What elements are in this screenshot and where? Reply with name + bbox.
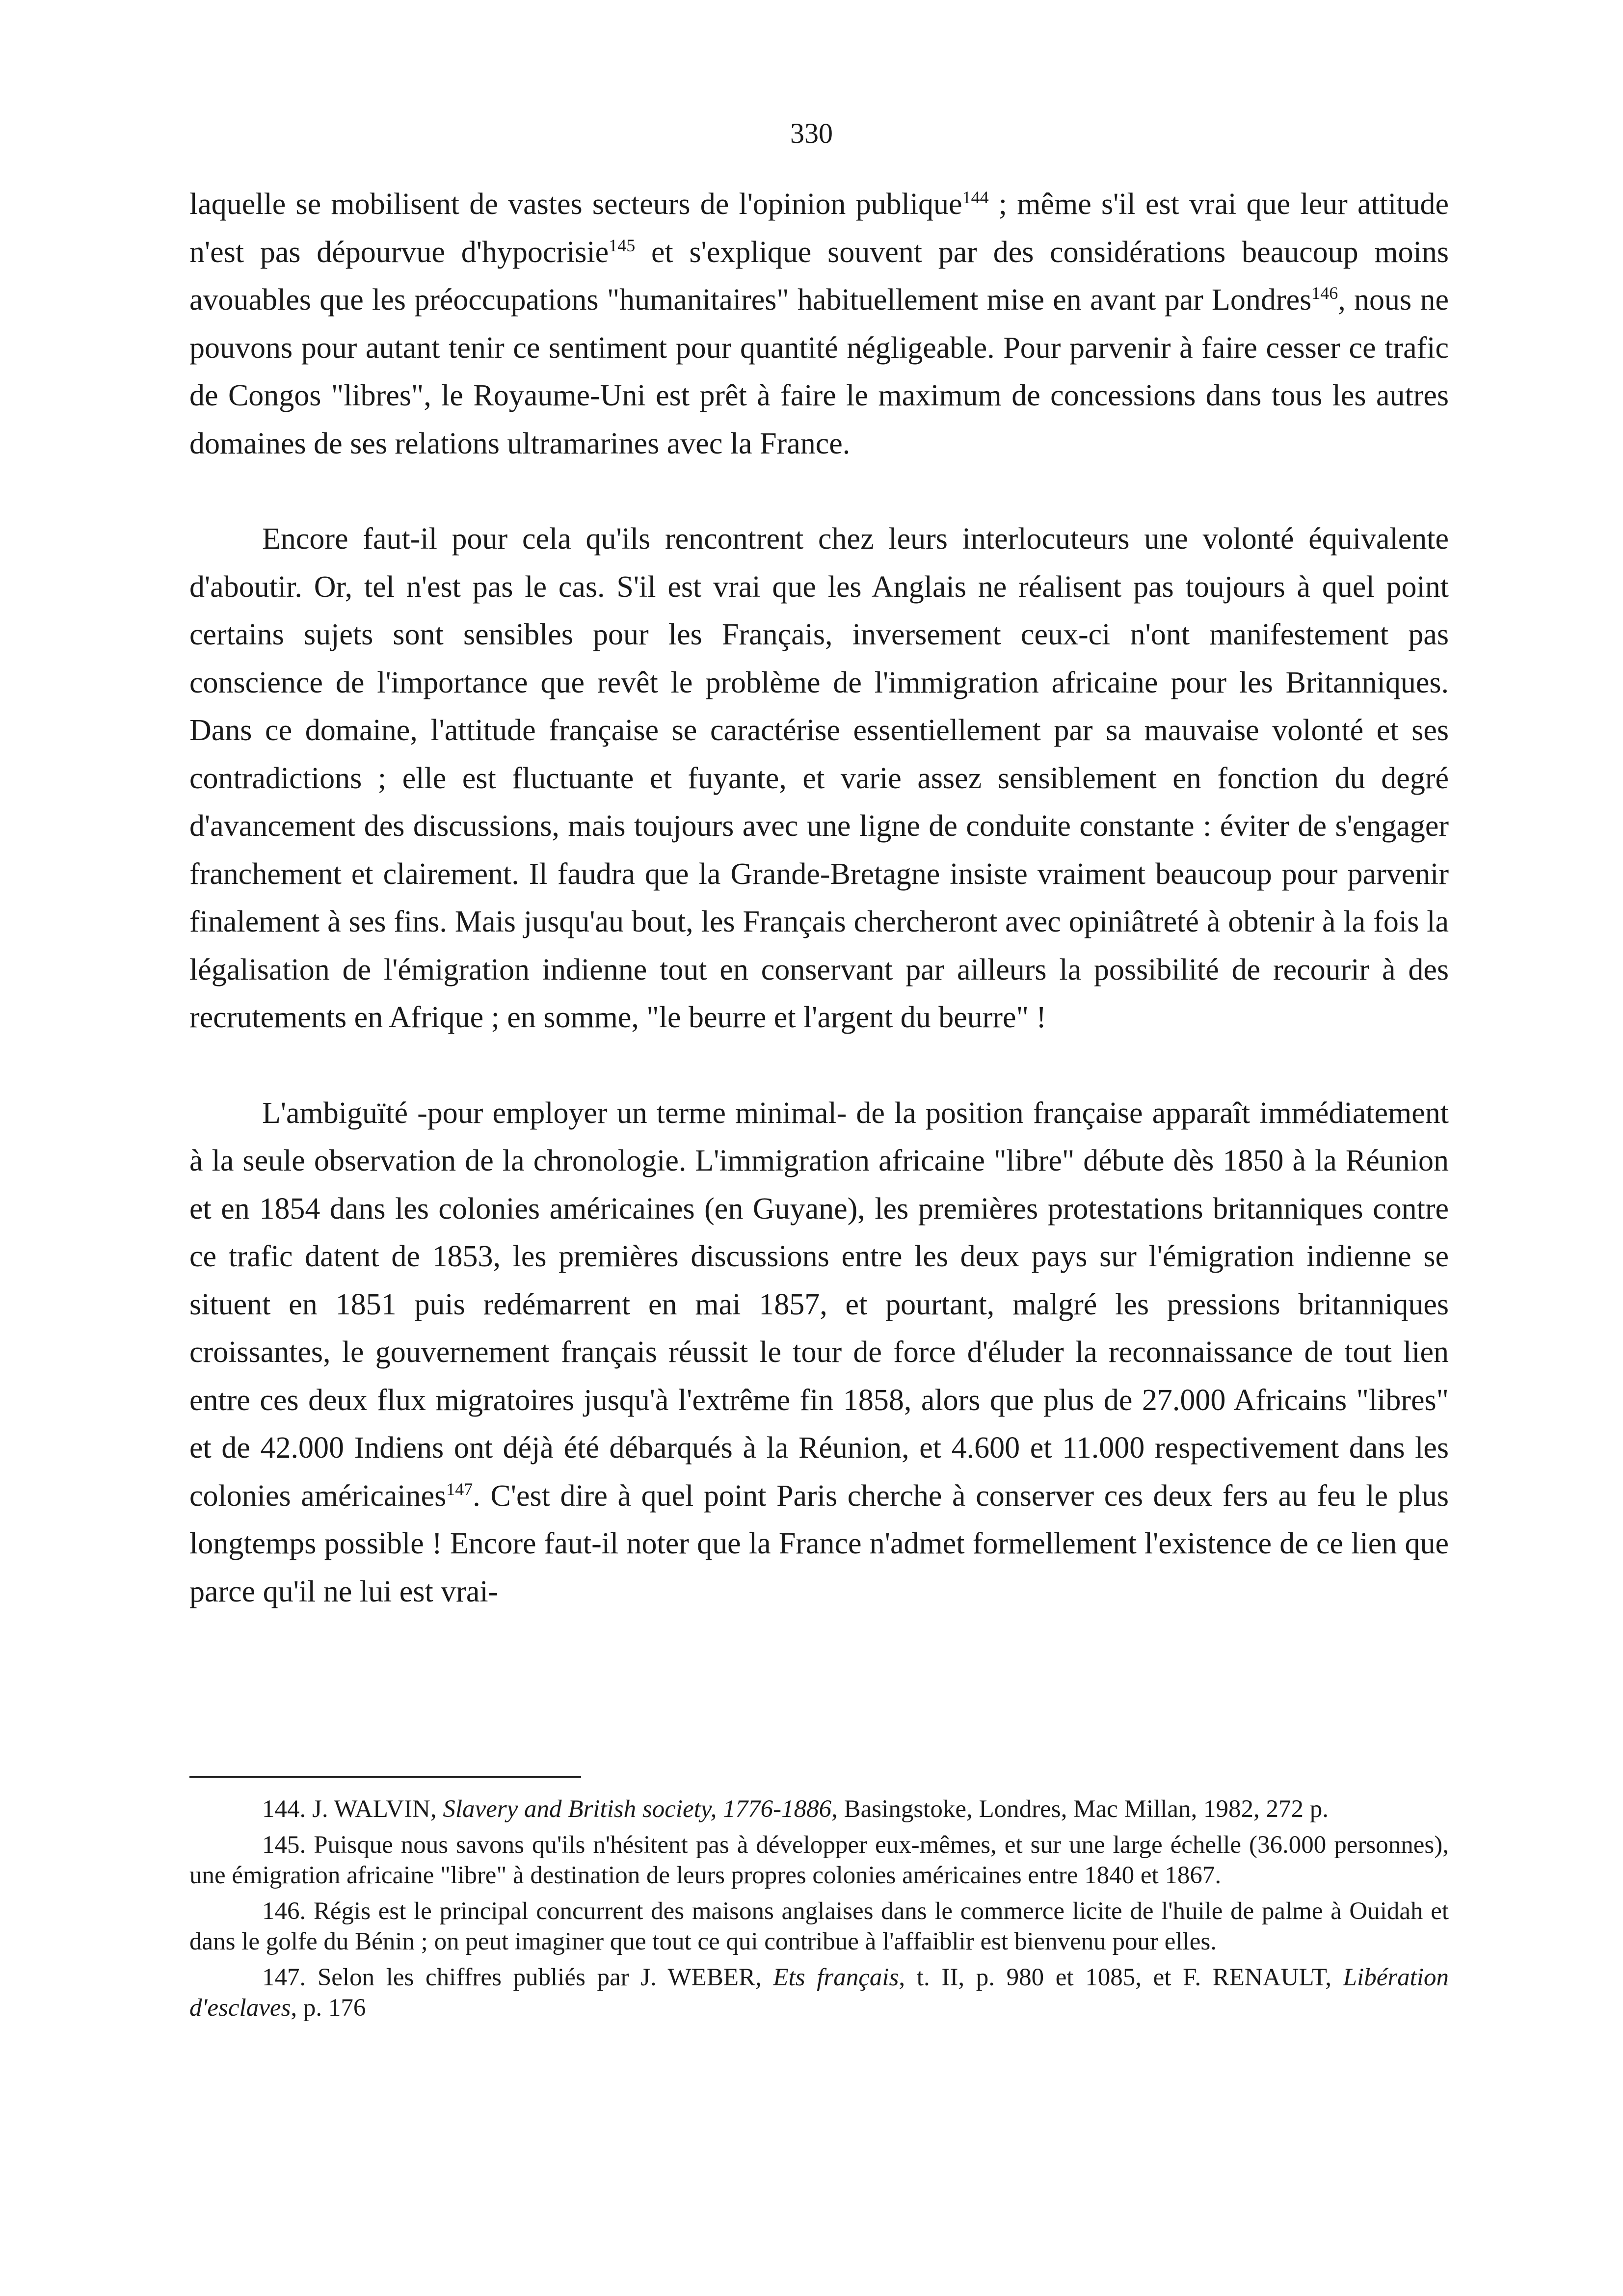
footnotes bbox=[189, 1794, 1449, 2029]
paragraph-text: et s'explique souvent par des considérations beaucoup moins avouables que les préoccupations "humanitaires" habituellement mise en avant par Londres bbox=[189, 235, 1449, 317]
paragraph-text: , nous ne pouvons pour autant tenir ce sentiment pour quantité négligeable. Pour parvenir à faire cesser ce trafic de Congos "libres", le Royaume-Uni est prêt à faire le maximum de concessions dans tous les autres domaines de ses relations ultramarines avec la France. bbox=[189, 283, 1449, 460]
paragraph-text: L'ambiguïté -pour employer un terme minimal- de la position française apparaît immédiatement à la seule observation de la chronologie. L'immigration africaine "libre" débute dès 1850 à la Réunion et en 1854 dans les colonies américaines (en Guyane), les premières protestations britanniques contre ce trafic datent de 1853, les premières discussions entre les deux pays sur l'émigration indienne se situent en 1851 puis redémarrent en mai 1857, et pourtant, malgré les pressions britanniques croissantes, le gouvernement français réussit le tour de force d'éluder la reconnaissance de tout lien entre ces deux flux migratoires jusqu'à l'extrême fin 1858, alors que plus de 27.000 Africains "libres" et de 42.000 Indiens ont déjà été débarqués à la Réunion, et 4.600 et 11.000 respectivement dans les colonies américaines bbox=[189, 1096, 1449, 1513]
footnote-ref-144: 144 bbox=[962, 187, 989, 207]
page-number: 330 bbox=[790, 117, 833, 149]
footnote-146 bbox=[189, 1896, 1449, 1957]
paragraph-text: . C'est dire à quel point Paris cherche à conserver ces deux fers au feu le plus longtemps possible ! Encore faut-il noter que la France n'admet formellement l'existence de ce lien que parce qu'il ne lui est vrai- bbox=[189, 1479, 1449, 1608]
footnote-separator bbox=[189, 1776, 581, 1778]
paragraph-text: ; même s'il est vrai que leur attitude n'est pas dépourvue d'hypocrisie bbox=[189, 187, 1449, 269]
footnote-ref-145: 145 bbox=[609, 235, 636, 255]
footnote-145 bbox=[189, 1830, 1449, 1891]
footnote-title: Slavery and British society, 1776-1886 bbox=[443, 1795, 832, 1823]
footnote-title: Libération d'esclaves bbox=[189, 1964, 1449, 2022]
footnote-147 bbox=[189, 1962, 1449, 2023]
footnote-text: 145. Puisque nous savons qu'ils n'hésitent pas à développer eux-mêmes, et sur une large échelle (36.000 personnes), une émigration africaine "libre" à destination de leurs propres colonies américaines entre 1840 et 1867. bbox=[189, 1831, 1449, 1889]
footnote-text: 147. Selon les chiffres publiés par J. WEBER, bbox=[262, 1964, 773, 1991]
body-text bbox=[189, 181, 1449, 1616]
footnote-ref-146: 146 bbox=[1311, 283, 1338, 303]
paragraph-3 bbox=[189, 1090, 1449, 1616]
footnote-ref-147: 147 bbox=[446, 1479, 473, 1499]
footnote-title: Ets français bbox=[773, 1964, 899, 1991]
footnote-text: 144. J. WALVIN, bbox=[262, 1795, 443, 1823]
footnote-144 bbox=[189, 1794, 1449, 1824]
footnote-text: , t. II, p. 980 et 1085, et F. RENAULT, bbox=[899, 1964, 1343, 1991]
footnote-text: , p. 176 bbox=[291, 1994, 366, 2022]
footnote-text: , Basingstoke, Londres, Mac Millan, 1982, 272 p. bbox=[831, 1795, 1329, 1823]
paragraph-text: laquelle se mobilisent de vastes secteurs de l'opinion publique bbox=[189, 187, 962, 221]
paragraph-text: Encore faut-il pour cela qu'ils rencontrent chez leurs interlocuteurs une volonté équivalente d'aboutir. Or, tel n'est pas le cas. S'il est vrai que les Anglais ne réalisent pas toujours à quel point certains sujets sont sensibles pour les Français, inversement ceux-ci n'ont manifestement pas conscience de l'importance que revêt le problème de l'immigration africaine pour les Britanniques. Dans ce domaine, l'attitude française se caractérise essentiellement par sa mauvaise volonté et ses contradictions ; elle est fluctuante et fuyante, et varie assez sensiblement en fonction du degré d'avancement des discussions, mais toujours avec une ligne de conduite constante : éviter de s'engager franchement et clairement. Il faudra que la Grande-Bretagne insiste vraiment beaucoup pour parvenir finalement à ses fins. Mais jusqu'au bout, les Français chercheront avec opiniâtreté à obtenir à la fois la légalisation de l'émigration indienne tout en conservant par ailleurs la possibilité de recourir à des recrutements en Afrique ; en somme, "le beurre et l'argent du beurre" ! bbox=[189, 522, 1449, 1034]
paragraph-2 bbox=[189, 515, 1449, 1042]
paragraph-1 bbox=[189, 181, 1449, 468]
footnote-text: 146. Régis est le principal concurrent des maisons anglaises dans le commerce licite de l'huile de palme à Ouidah et dans le golfe du Bénin ; on peut imaginer que tout ce qui contribue à l'affaiblir est bienvenu pour elles. bbox=[189, 1897, 1449, 1955]
